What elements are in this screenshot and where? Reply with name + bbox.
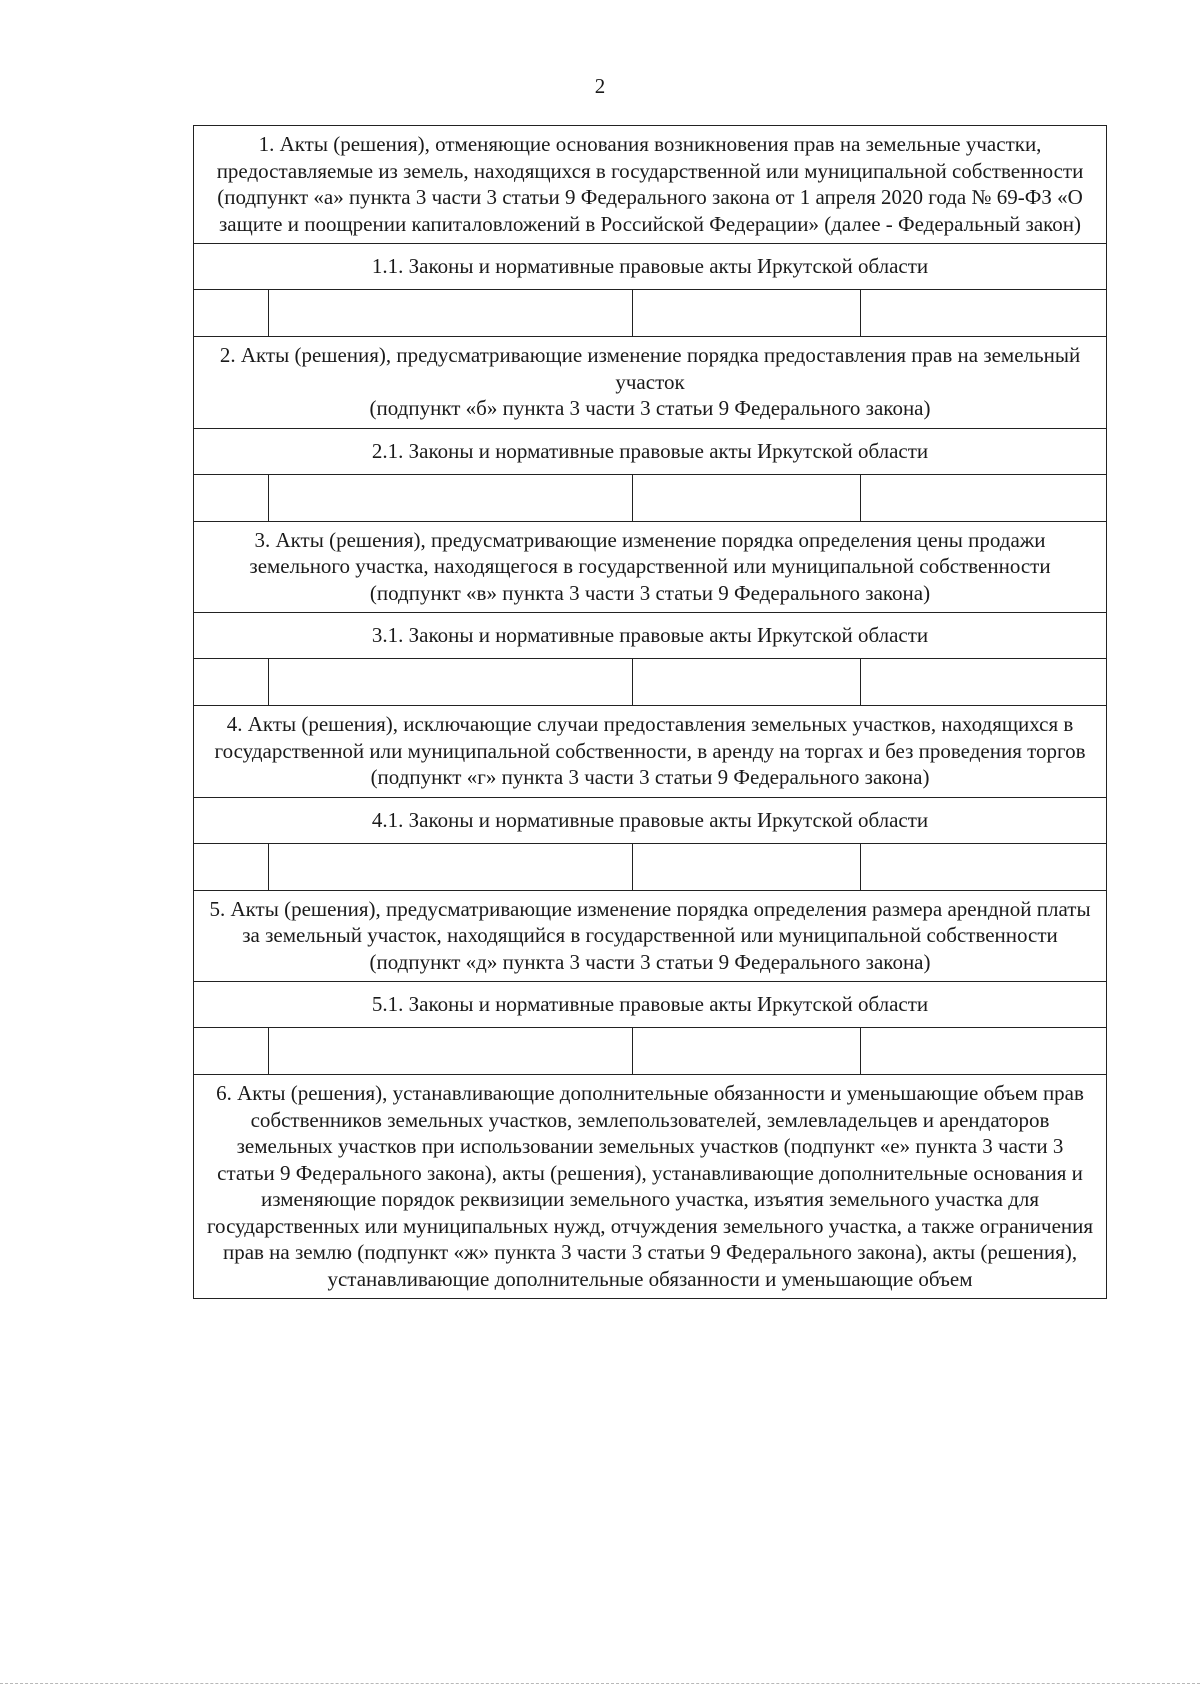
section-5-header-row: [194, 890, 1107, 982]
section-1-heading-cell: [194, 126, 1107, 244]
empty-cell: [861, 1028, 1107, 1075]
section-1-heading: 1. Акты (решения), отменяющие основания возникновения прав на земельные участки, предоставляемые из земель, находящихся в государственной или муниципальной собственности: [216, 132, 1084, 183]
section-1-header-row: [194, 126, 1107, 244]
empty-cell: [861, 843, 1107, 890]
section-3-header-row: [194, 521, 1107, 613]
section-4-header-row: [194, 706, 1107, 798]
empty-cell: [861, 659, 1107, 706]
section-1-subheading: 1.1. Законы и нормативные правовые акты Иркутской области: [194, 244, 1107, 290]
empty-cell: [633, 843, 861, 890]
empty-cell: [194, 474, 269, 521]
empty-cell: [633, 1028, 861, 1075]
section-5-empty-row: [194, 1028, 1107, 1075]
section-2-reference: (подпункт «б» пункта 3 части 3 статьи 9 Федерального закона): [369, 396, 931, 420]
section-5-heading-cell: [194, 890, 1107, 982]
empty-cell: [269, 474, 633, 521]
empty-cell: [269, 659, 633, 706]
section-3-empty-row: [194, 659, 1107, 706]
section-2-heading-cell: [194, 337, 1107, 429]
section-4-empty-row: [194, 843, 1107, 890]
empty-cell: [194, 659, 269, 706]
section-2-empty-row: [194, 474, 1107, 521]
empty-cell: [861, 290, 1107, 337]
section-6-heading-cell: [194, 1075, 1107, 1299]
section-3-subheading: 3.1. Законы и нормативные правовые акты Иркутской области: [194, 613, 1107, 659]
section-2-subheading: 2.1. Законы и нормативные правовые акты Иркутской области: [194, 428, 1107, 474]
empty-cell: [269, 1028, 633, 1075]
section-6-header-row: [194, 1075, 1107, 1299]
section-5-subheading-row: [194, 982, 1107, 1028]
section-5-subheading: 5.1. Законы и нормативные правовые акты Иркутской области: [194, 982, 1107, 1028]
empty-cell: [633, 290, 861, 337]
empty-cell: [194, 290, 269, 337]
empty-cell: [269, 843, 633, 890]
section-5-heading: 5. Акты (решения), предусматривающие изменение порядка определения размера арендной платы за земельный участок, находящийся в государственной или муниципальной собственности: [209, 896, 1091, 947]
section-3-subheading-row: [194, 613, 1107, 659]
section-4-reference: (подпункт «г» пункта 3 части 3 статьи 9 Федерального закона): [370, 765, 930, 789]
section-2-heading: 2. Акты (решения), предусматривающие изменение порядка предоставления прав на земельный участок: [219, 343, 1081, 394]
empty-cell: [194, 1028, 269, 1075]
empty-cell: [861, 474, 1107, 521]
section-1-empty-row: [194, 290, 1107, 337]
section-4-subheading: 4.1. Законы и нормативные правовые акты Иркутской области: [194, 797, 1107, 843]
section-2-header-row: [194, 337, 1107, 429]
section-3-heading: 3. Акты (решения), предусматривающие изменение порядка определения цены продажи земельного участка, находящегося в государственной или муниципальной собственности: [249, 527, 1051, 578]
acts-table: [193, 125, 1107, 1299]
section-6-heading: 6. Акты (решения), устанавливающие дополнительные обязанности и уменьшающие объем прав собственников земельных участков, землепользователей, землевладельцев и арендаторов земельных участков при использовании земельных участков (подпункт «е» пункта 3 части 3 статьи 9 Федерального закона), акты (решения), устанавливающие дополнительные основания и изменяющие порядок реквизиции земельного участка, изъятия земельного участка для государственных или муниципальных нужд, отчуждения земельного участка, а также ограничения прав на землю (подпункт «ж» пункта 3 части 3 статьи 9 Федерального закона), акты (решения), устанавливающие дополнительные обязанности и уменьшающие объем: [206, 1081, 1094, 1291]
empty-cell: [269, 290, 633, 337]
section-3-reference: (подпункт «в» пункта 3 части 3 статьи 9 Федерального закона): [369, 580, 931, 605]
section-4-subheading-row: [194, 797, 1107, 843]
section-3-heading-cell: [194, 521, 1107, 613]
empty-cell: [633, 474, 861, 521]
section-2-subheading-row: [194, 428, 1107, 474]
section-1-reference: (подпункт «а» пункта 3 части 3 статьи 9 Федерального закона от 1 апреля 2020 года № 69-ФЗ «О защите и поощрении капиталовложений в Российской Федерации» (далее - Федеральный закон): [217, 185, 1083, 236]
section-4-heading-cell: [194, 706, 1107, 798]
page-bottom-divider: [0, 1683, 1200, 1684]
page-number: 2: [594, 74, 606, 98]
empty-cell: [194, 843, 269, 890]
section-5-reference: (подпункт «д» пункта 3 части 3 статьи 9 Федерального закона): [369, 949, 931, 974]
empty-cell: [633, 659, 861, 706]
section-4-heading: 4. Акты (решения), исключающие случаи предоставления земельных участков, находящихся в государственной или муниципальной собственности, в аренду на торгах и без проведения торгов: [214, 712, 1086, 763]
section-1-subheading-row: [194, 244, 1107, 290]
